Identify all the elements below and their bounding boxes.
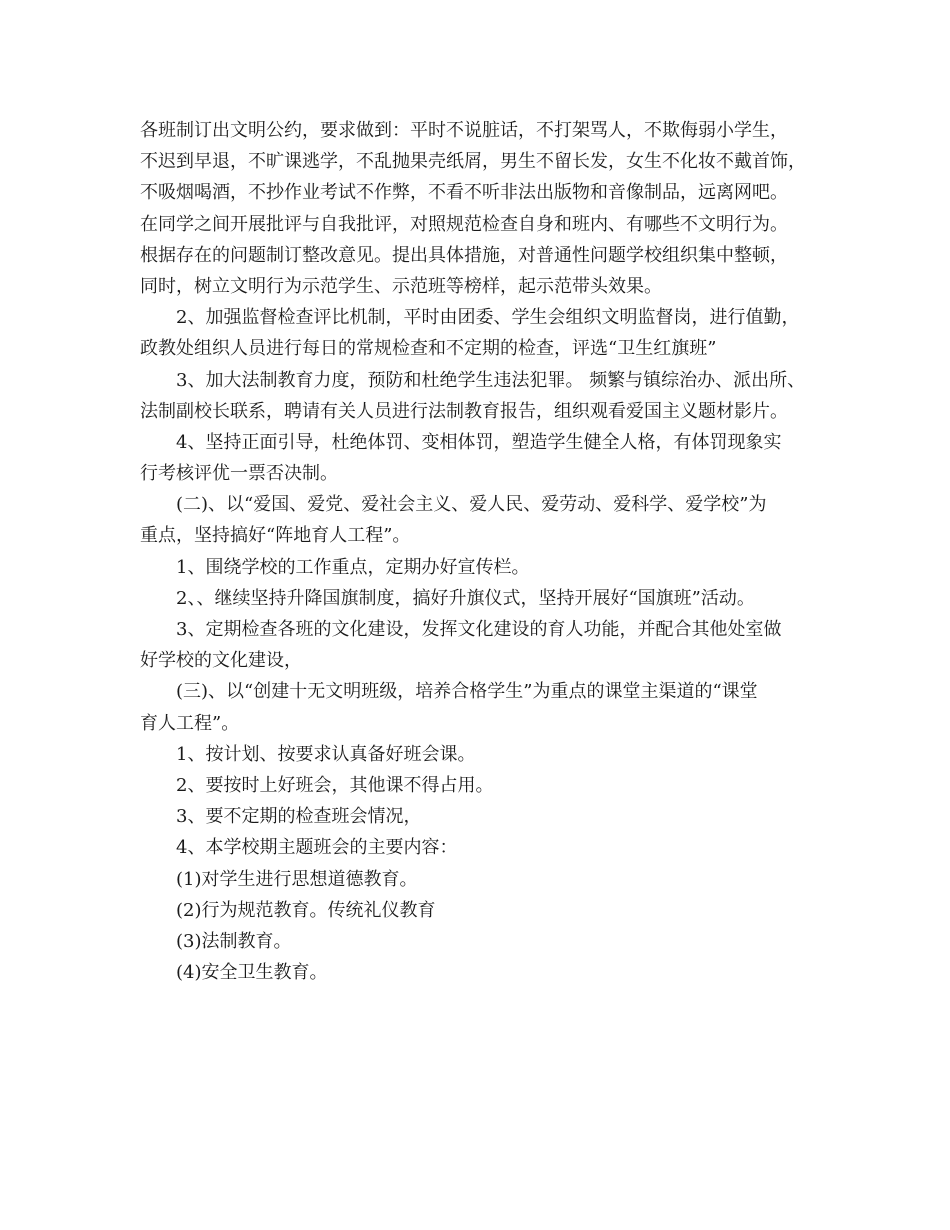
list-item: 3、定期检查各班的文化建设，发挥文化建设的育人功能，并配合其他处室做 [176,619,782,640]
sub-list-item: (1)对学生进行思想道德教育。 [176,868,418,890]
sub-list-item: (4)安全卫生教育。 [176,962,328,984]
list-item: 2、要按时上好班会，其他课不得占用。 [176,774,494,796]
text-line: 好学校的文化建设， [140,650,302,672]
text-line: 法制副校长联系，聘请有关人员进行法制教育报告，组织观看爱国主义题材影片。 [140,400,788,422]
text-line: 4、坚持正面引导，杜绝体罚、变相体罚，塑造学生健全人格，有体罚现象实 [176,431,782,453]
text-line: 不吸烟喝酒，不抄作业考试不作弊，不看不听非法出版物和音像制品，远离网吧。 [140,182,788,204]
text-line: 各班制订出文明公约，要求做到：平时不说脏话，不打架骂人，不欺侮弱小学生， [140,120,788,141]
list-item: 1、围绕学校的工作重点，定期办好宣传栏。 [176,556,530,578]
text-line: 在同学之间开展批评与自我批评，对照规范检查自身和班内、有哪些不文明行为。 [140,213,788,235]
text-line: 2、加强监督检查评比机制，平时由团委、学生会组织文明监督岗，进行值勤， [176,307,800,329]
list-item: 1、按计划、按要求认真备好班会课。 [176,743,476,765]
text-line: 重点，坚持搞好“阵地育人工程”。 [140,525,411,547]
sub-list-item: (2)行为规范教育。传统礼仪教育 [176,899,436,921]
text-line: 不迟到早退，不旷课逃学，不乱抛果壳纸屑，男生不留长发，女生不化妆不戴首饰， [140,151,806,173]
text-line: 政教处组织人员进行每日的常规检查和不定期的检查，评选“卫生红旗班” [140,338,717,360]
list-item: 4、本学校期主题班会的主要内容： [176,837,458,859]
text-line: 3、加大法制教育力度，预防和杜绝学生违法犯罪。 频繁与镇综治办、派出所、 [176,369,806,391]
text-line: 行考核评优一票否决制。 [140,463,338,485]
text-line: 育人工程”。 [140,712,240,734]
document-body [140,115,820,988]
section-heading: (三)、以“创建十无文明班级，培养合格学生”为重点的课堂主渠道的“课堂 [176,681,758,703]
sub-list-item: (3)法制教育。 [176,930,292,952]
section-heading: (二)、以“爱国、爱党、爱社会主义、爱人民、爱劳动、爱科学、爱学校”为 [176,494,767,516]
text-line: 根据存在的问题制订整改意见。提出具体措施，对普通性问题学校组织集中整顿， [140,244,788,266]
list-item: 3、要不定期的检查班会情况， [176,806,422,828]
text-line: 同时，树立文明行为示范学生、示范班等榜样，起示范带头效果。 [140,275,662,297]
list-item: 2、、继续坚持升降国旗制度，搞好升旗仪式，坚持开展好“国旗班”活动。 [176,587,755,609]
